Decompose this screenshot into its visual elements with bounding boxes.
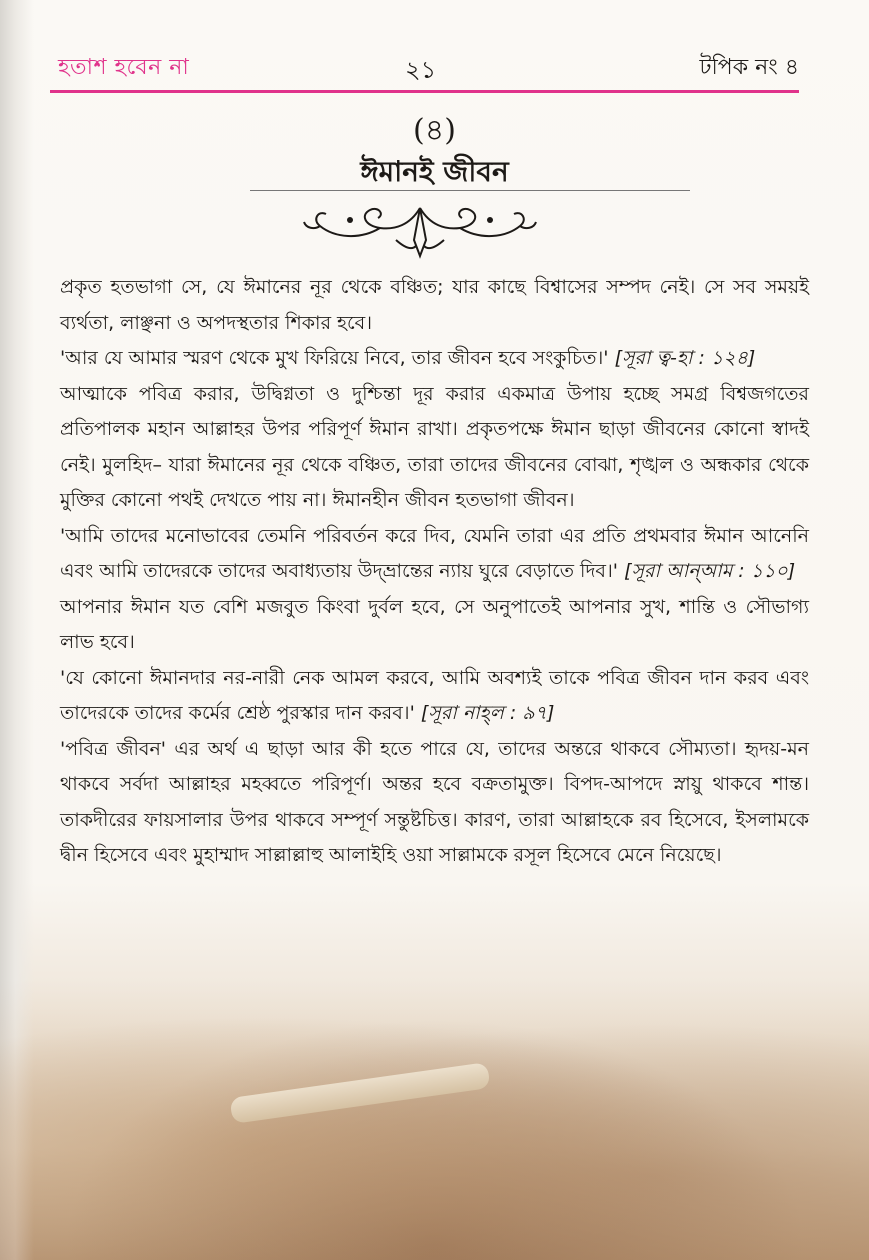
quote-paragraph — [60, 661, 809, 732]
header-page-number: ২১ — [405, 56, 437, 84]
paragraph: 'পবিত্র জীবন' এর অর্থ এ ছাড়া আর কী হতে পারে যে, তাদের অন্তরে থাকবে সৌম্যতা। হৃদয়-মন থাকবে সর্বদা আল্লাহর মহব্বতে পরিপূর্ণ। অন্তর হবে বক্রতামুক্ত। বিপদ-আপদে স্নায়ু থাকবে শান্ত। তাকদীরের ফায়সালার উপর থাকবে সম্পূর্ণ সন্তুষ্টচিত্ত। কারণ, তারা আল্লাহকে রব হিসেবে, ইসলামকে দ্বীন হিসেবে এবং মুহাম্মাদ সাল্লাল্লাহু আলাইহি ওয়া সাল্লামকে রসূল হিসেবে মেনে নিয়েছে। — [60, 737, 809, 866]
quran-reference: [সূরা নাহ্‌ল : ৯৭] — [420, 702, 555, 724]
quote-text: 'আমি তাদের মনোভাবের তেমনি পরিবর্তন করে দিব, যেমনি তারা এর প্রতি প্রথমবার ঈমান আনেনি এবং আমি তাদেরকে তাদের অবাধ্যতায় উদ্‌ভ্রান্তের ন্যায় ঘুরে বেড়াতে দিব।' — [60, 524, 809, 582]
running-header — [50, 40, 799, 90]
flourish-ornament-icon — [300, 200, 540, 260]
chapter-number: (৪) — [413, 113, 456, 148]
paragraph: আত্মাকে পবিত্র করার, উদ্বিগ্নতা ও দুশ্চিন্তা দূর করার একমাত্র উপায় হচ্ছে সমগ্র বিশ্বজগতের প্রতিপালক মহান আল্লাহর উপর পরিপূর্ণ ঈমান রাখা। প্রকৃতপক্ষে ঈমান ছাড়া জীবনের কোনো স্বাদই নেই। মুলহিদ– যারা ঈমানের নূর থেকে বঞ্চিত, তারা তাদের জীবনের বোঝা, শৃঙ্খল ও অন্ধকার থেকে মুক্তির কোনো পথই দেখতে পায় না। ঈমানহীন জীবন হতভাগা জীবন। — [60, 382, 809, 511]
quran-reference: [সূরা আন্‌আম : ১১০] — [624, 560, 796, 582]
quote-text: 'আর যে আমার স্মরণ থেকে মুখ ফিরিয়ে নিবে, তার জীবন হবে সংকুচিত।' — [60, 347, 609, 369]
quran-reference: [সূরা ত্ব-হা : ১২৪] — [614, 347, 756, 369]
header-book-title: হতাশ হবেন না — [58, 55, 190, 80]
chapter-body — [60, 270, 809, 874]
paragraph: প্রকৃত হতভাগা সে, যে ঈমানের নূর থেকে বঞ্চিত; যার কাছে বিশ্বাসের সম্পদ নেই। সে সব সময়ই ব্যর্থতা, লাঞ্ছনা ও অপদস্থতার শিকার হবে। — [60, 276, 809, 334]
quote-paragraph — [60, 519, 809, 590]
header-topic-label: টপিক নং ৪ — [699, 55, 799, 80]
background-photo-hands — [0, 980, 869, 1260]
title-underline — [250, 190, 690, 191]
chapter-title: ঈমানই জীবন — [360, 155, 509, 188]
paragraph: আপনার ঈমান যত বেশি মজবুত কিংবা দুর্বল হবে, সে অনুপাতেই আপনার সুখ, শান্তি ও সৌভাগ্য লাভ হবে। — [60, 595, 809, 653]
quote-text: 'যে কোনো ঈমানদার নর-নারী নেক আমল করবে, আমি অবশ্যই তাকে পবিত্র জীবন দান করব এবং তাদেরকে তাদের কর্মের শ্রেষ্ঠ পুরস্কার দান করব।' — [60, 666, 809, 724]
header-rule — [50, 90, 799, 93]
quote-paragraph — [60, 341, 809, 377]
